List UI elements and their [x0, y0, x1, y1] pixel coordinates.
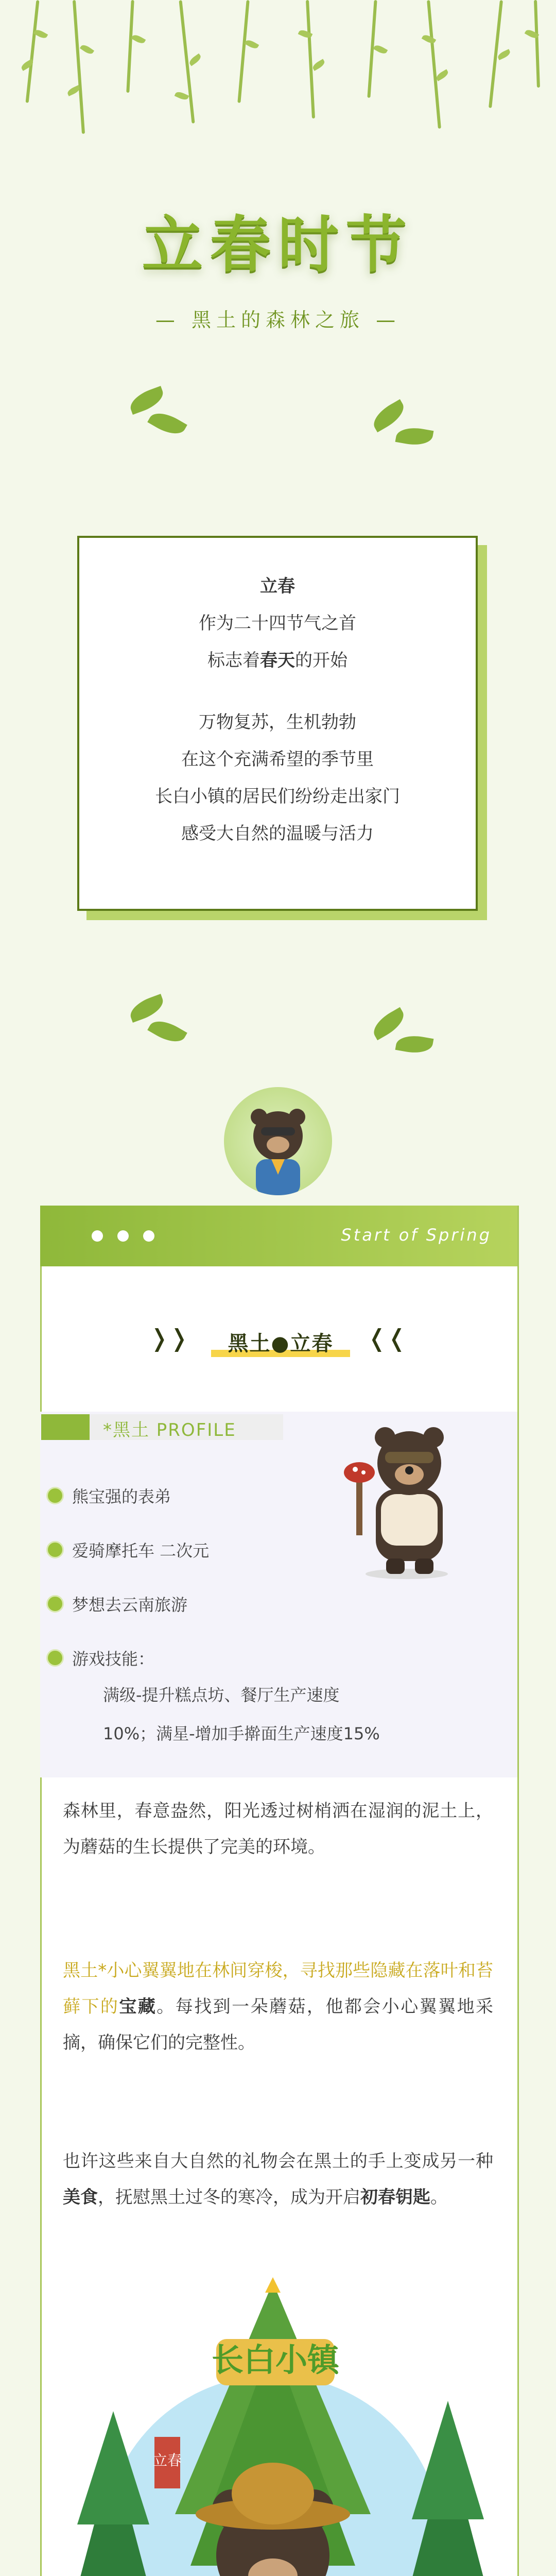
- intro-heading: 立春: [260, 576, 295, 597]
- skill-line: 满级-提升糕点坊、餐厅生产速度: [103, 1685, 340, 1705]
- feature-item: 梦想去云南旅游: [72, 1592, 187, 1616]
- intro-line: 万物复苏，生机勃勃: [199, 712, 356, 733]
- leaf-icon: [129, 999, 190, 1046]
- skill-line: 10%；满星-增加手擀面生产速度15%: [103, 1724, 380, 1743]
- story-paragraph: 黑土*小心翼翼地在林间穿梭，寻找那些隐藏在落叶和苔藓下的宝藏。每找到一朵蘑菇，他都会小心翼翼地采摘，确保它们的完整性。: [63, 1960, 494, 2053]
- intro-line: 长白小镇的居民们纷纷走出家门: [155, 786, 400, 807]
- feature-item: 游戏技能：: [72, 1646, 154, 1670]
- banner-text: Start of Spring: [341, 1225, 492, 1245]
- card-banner: [40, 1206, 517, 1266]
- story-paragraph: 也许这些来自大自然的礼物会在黑土的手上变成另一种美食，抚慰黑土过冬的寒冷，成为开启初春钥匙。: [63, 2151, 493, 2208]
- section-title: ❭❭ ❬❬ 黑土●立春: [149, 1324, 407, 1360]
- intro-line: 作为二十四节气之首: [199, 613, 356, 634]
- profile-label: *黑土 PROFILE: [103, 1420, 236, 1440]
- game-logo: 长白小镇: [211, 2341, 340, 2379]
- page-subtitle: — 黑土的森林之旅 —: [155, 309, 401, 331]
- intro-line: 标志着春天的开始: [207, 650, 348, 671]
- feature-item: 熊宝强的表弟: [72, 1484, 171, 1507]
- feature-item: 爱骑摩托车 二次元: [72, 1538, 209, 1562]
- intro-line: 感受大自然的温暖与活力: [181, 823, 374, 844]
- forest-bear-illustration: [57, 2277, 499, 2576]
- leaf-icon: [371, 1010, 432, 1056]
- leaf-icon: [371, 402, 432, 448]
- stamp-text: 立春: [152, 2452, 182, 2469]
- bear-character-illustration: [329, 1412, 474, 1582]
- story-paragraph: 森林里，春意盎然，阳光透过树梢洒在湿润的泥土上，为蘑菇的生长提供了完美的环境。: [63, 1801, 493, 1857]
- intro-box: [77, 536, 478, 911]
- avatar: [224, 1087, 332, 1195]
- intro-line: 在这个充满希望的季节里: [181, 749, 374, 770]
- page-title: 立春时节: [142, 209, 414, 280]
- leaf-icon: [129, 392, 190, 438]
